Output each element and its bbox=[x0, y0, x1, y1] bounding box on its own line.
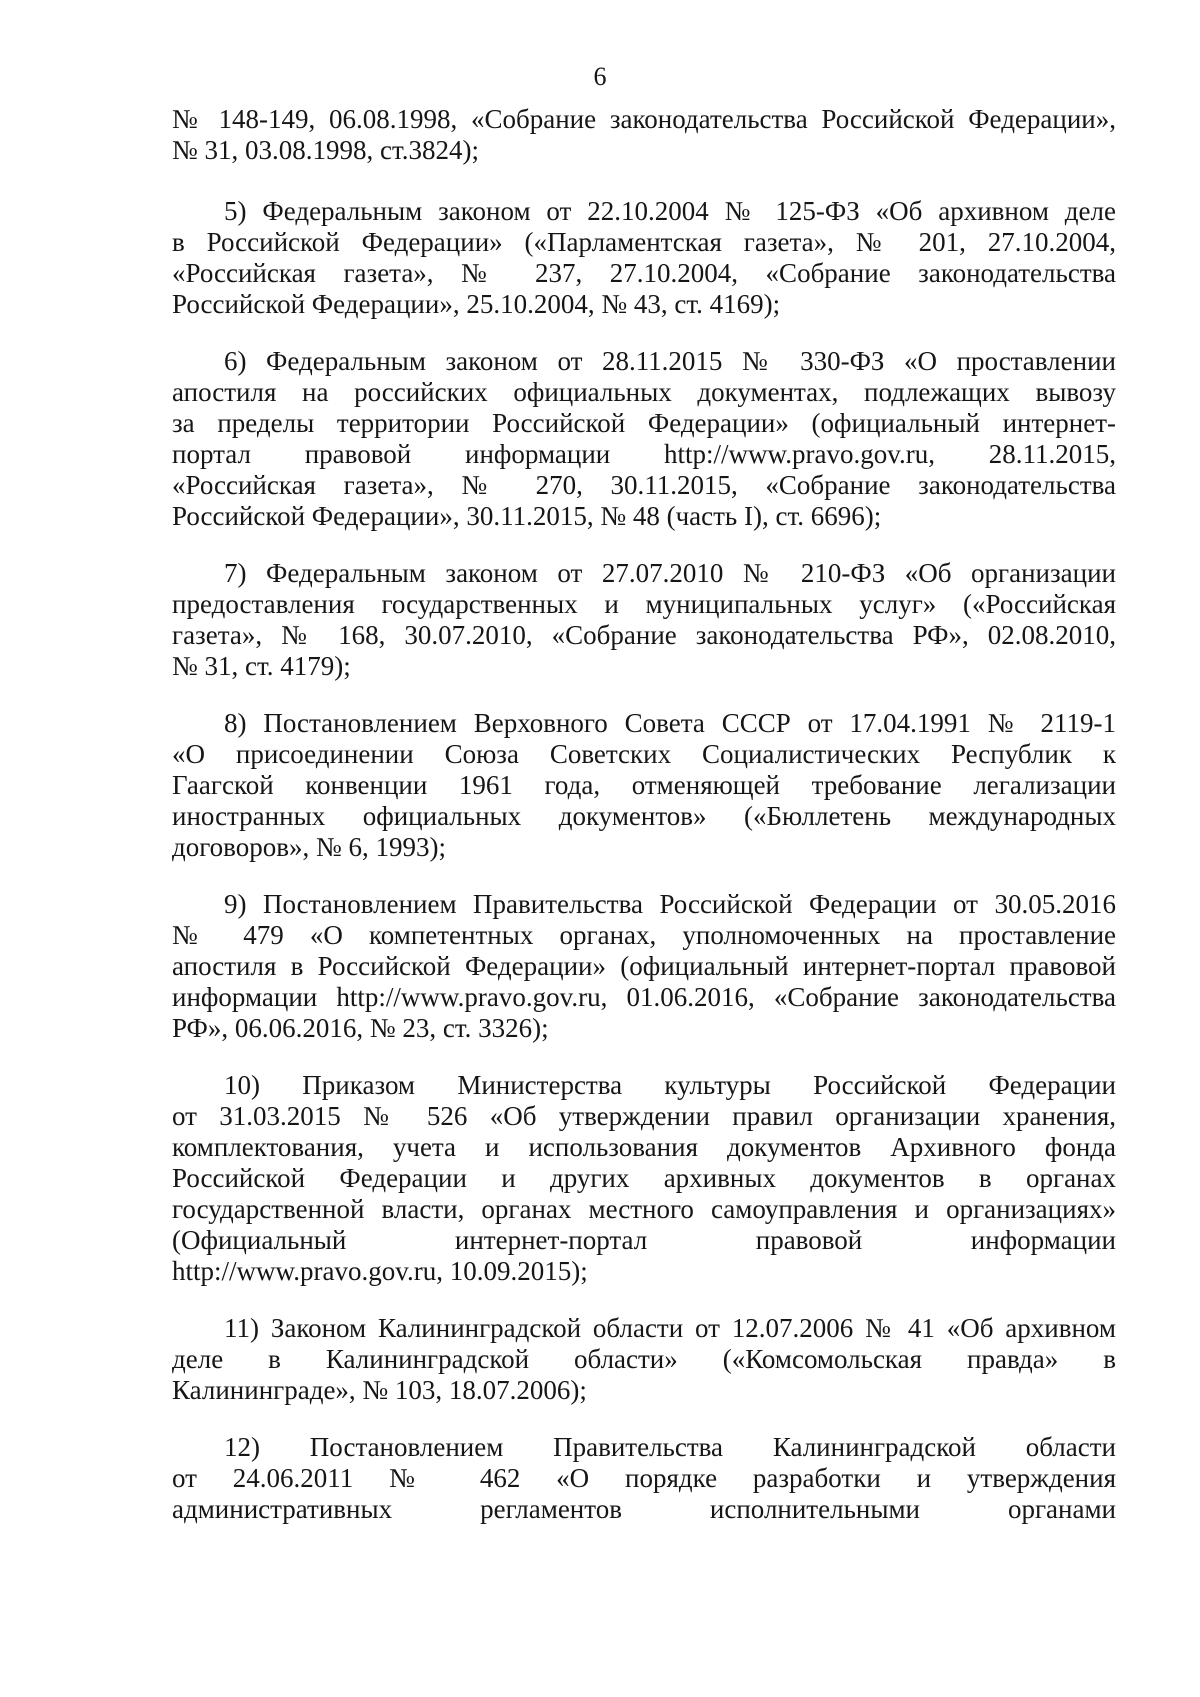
page-number: 6 bbox=[593, 62, 607, 91]
list-item-10 bbox=[172, 1070, 1116, 1287]
text-line: от 24.06.2011 № 462 «О порядке разработки и утверждения bbox=[172, 1463, 1116, 1493]
text-line: 11) Законом Калининградской области от 12.07.2006 № 41 «Об архивном bbox=[224, 1313, 1116, 1343]
text-line: иностранных официальных документов» («Бюллетень международных bbox=[172, 801, 1116, 831]
text-line: «Российская газета», № 270, 30.11.2015, «Собрание законодательства bbox=[172, 470, 1116, 500]
text-line: № 31, 03.08.1998, ст.3824); bbox=[172, 135, 480, 165]
text-line: (Официальный интернет-портал правовой информации bbox=[172, 1225, 1116, 1255]
list-item-9 bbox=[172, 889, 1116, 1044]
text-line: 10) Приказом Министерства культуры Российской Федерации bbox=[224, 1070, 1116, 1100]
text-line: «Российская газета», № 237, 27.10.2004, «Собрание законодательства bbox=[172, 258, 1116, 288]
text-line: в Российской Федерации» («Парламентская газета», № 201, 27.10.2004, bbox=[172, 227, 1116, 257]
text-line: деле в Калининградской области» («Комсомольская правда» в bbox=[172, 1344, 1116, 1374]
list-item-7 bbox=[172, 558, 1116, 682]
text-line: Калининграде», № 103, 18.07.2006); bbox=[172, 1375, 587, 1405]
text-line: комплектования, учета и использования документов Архивного фонда bbox=[172, 1132, 1116, 1162]
text-line: предоставления государственных и муниципальных услуг» («Российская bbox=[172, 589, 1116, 619]
paragraph-continuation bbox=[172, 104, 1116, 166]
list-item-5 bbox=[172, 196, 1116, 320]
list-item-11 bbox=[172, 1313, 1116, 1406]
text-line: «О присоединении Союза Советских Социалистических Республик к bbox=[172, 739, 1116, 769]
text-line: 12) Постановлением Правительства Калининградской области bbox=[224, 1432, 1116, 1462]
text-line: РФ», 06.06.2016, № 23, ст. 3326); bbox=[172, 1013, 549, 1043]
text-line: 5) Федеральным законом от 22.10.2004 № 125-ФЗ «Об архивном деле bbox=[224, 196, 1116, 226]
text-line: от 31.03.2015 № 526 «Об утверждении правил организации хранения, bbox=[172, 1101, 1116, 1131]
list-item-12 bbox=[172, 1432, 1116, 1525]
text-line: Российской Федерации», 30.11.2015, № 48 (часть I), ст. 6696); bbox=[172, 501, 882, 531]
text-line: договоров», № 6, 1993); bbox=[172, 832, 446, 862]
text-line: Гаагской конвенции 1961 года, отменяющей требование легализации bbox=[172, 770, 1116, 800]
text-line: № 148-149, 06.08.1998, «Собрание законодательства Российской Федерации», bbox=[172, 104, 1116, 134]
text-line: информации http://www.pravo.gov.ru, 01.06.2016, «Собрание законодательства bbox=[172, 982, 1116, 1012]
text-line: портал правовой информации http://www.pravo.gov.ru, 28.11.2015, bbox=[172, 439, 1116, 469]
text-line: апостиля на российских официальных документах, подлежащих вывозу bbox=[172, 377, 1116, 407]
text-line: № 31, ст. 4179); bbox=[172, 651, 351, 681]
text-line: http://www.pravo.gov.ru, 10.09.2015); bbox=[172, 1256, 588, 1286]
text-line: Российской Федерации», 25.10.2004, № 43, ст. 4169); bbox=[172, 289, 781, 319]
text-line: 7) Федеральным законом от 27.07.2010 № 210-ФЗ «Об организации bbox=[224, 558, 1116, 588]
list-item-8 bbox=[172, 708, 1116, 863]
text-line: апостиля в Российской Федерации» (официальный интернет-портал правовой bbox=[172, 951, 1116, 981]
text-line: 6) Федеральным законом от 28.11.2015 № 330-ФЗ «О проставлении bbox=[224, 346, 1116, 376]
document-body bbox=[172, 104, 1116, 1551]
text-line: 9) Постановлением Правительства Российской Федерации от 30.05.2016 bbox=[224, 889, 1116, 919]
text-line: государственной власти, органах местного самоуправления и организациях» bbox=[172, 1194, 1116, 1224]
text-line: за пределы территории Российской Федерации» (официальный интернет- bbox=[172, 408, 1116, 438]
text-line: Российской Федерации и других архивных документов в органах bbox=[172, 1163, 1116, 1193]
text-line: административных регламентов исполнительными органами bbox=[172, 1494, 1116, 1524]
text-line: 8) Постановлением Верховного Совета СССР от 17.04.1991 № 2119-1 bbox=[224, 708, 1116, 738]
list-item-6 bbox=[172, 346, 1116, 532]
text-line: газета», № 168, 30.07.2010, «Собрание законодательства РФ», 02.08.2010, bbox=[172, 620, 1116, 650]
text-line: № 479 «О компетентных органах, уполномоченных на проставление bbox=[172, 920, 1116, 950]
